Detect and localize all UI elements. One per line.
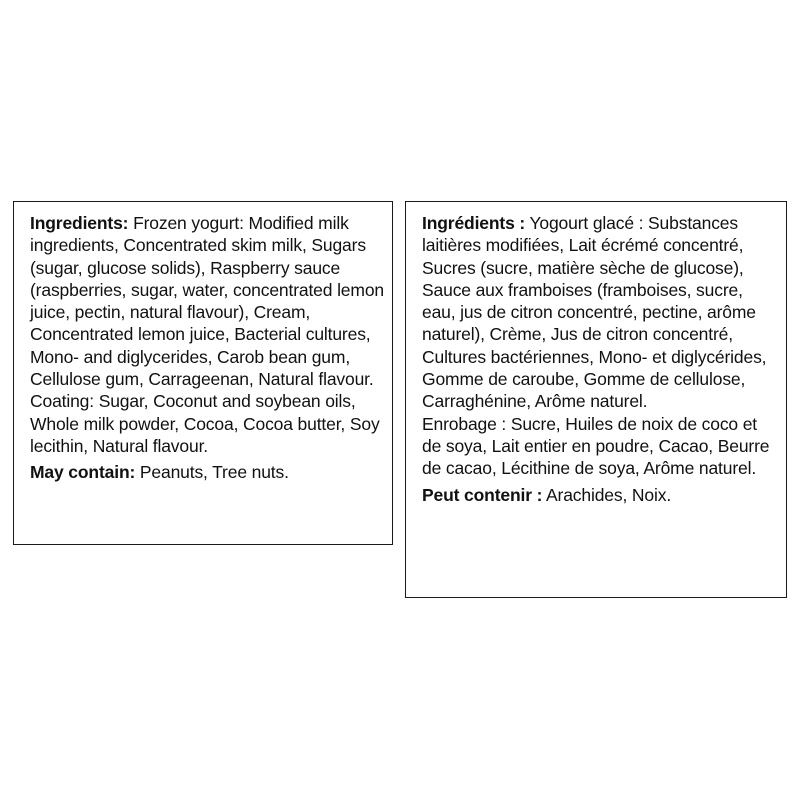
ingredients-label-french: Ingrédients :: [422, 213, 526, 233]
may-contain-text-english: Peanuts, Tree nuts.: [139, 462, 289, 483]
allergen-paragraph-french: [422, 484, 778, 506]
may-contain-text-french: Arachides, Noix.: [546, 484, 672, 505]
coating-text-french: Enrobage : Sucre, Huiles de noix de coco et de soya, Lait entier en poudre, Cacao, Beurre de cacao, Lécithine de soya, Arôme naturel.: [422, 413, 770, 479]
may-contain-label-english: May contain:: [30, 462, 136, 483]
ingredients-paragraph-english: [30, 212, 384, 457]
ingredients-paragraph-french: [422, 212, 778, 413]
may-contain-label-french: Peut contenir :: [422, 484, 543, 505]
ingredients-label-english: Ingredients:: [30, 213, 129, 233]
ingredients-panel-english: [13, 201, 393, 545]
coating-paragraph-french: [422, 413, 778, 480]
ingredients-text-french: Yogourt glacé : Substances laitières modifiées, Lait écrémé concentré, Sucres (sucre, matière sèche de glucose), Sauce aux framboises (framboises, sucre, eau, jus de citron concentré, pectine, arôme naturel), Crème, Jus de citron concentré, Cultures bactériennes, Mono- et diglycérides, Gomme de caroube, Gomme de cellulose, Carraghénine, Arôme naturel.: [422, 213, 767, 412]
ingredients-text-english: Frozen yogurt: Modified milk ingredients, Concentrated skim milk, Sugars (sugar, glucose solids), Raspberry sauce (raspberries, sugar, water, concentrated lemon juice, pectin, natural flavour), Cream, Concentrated lemon juice, Bacterial cultures, Mono- and diglycerides, Carob bean gum, Cellulose gum, Carrageenan, Natural flavour. Coating: Sugar, Coconut and soybean oils, Whole milk powder, Cocoa, Cocoa butter, Soy lecithin, Natural flavour.: [30, 213, 384, 456]
allergen-paragraph-english: [30, 461, 384, 483]
ingredients-panel-french: [405, 201, 787, 598]
